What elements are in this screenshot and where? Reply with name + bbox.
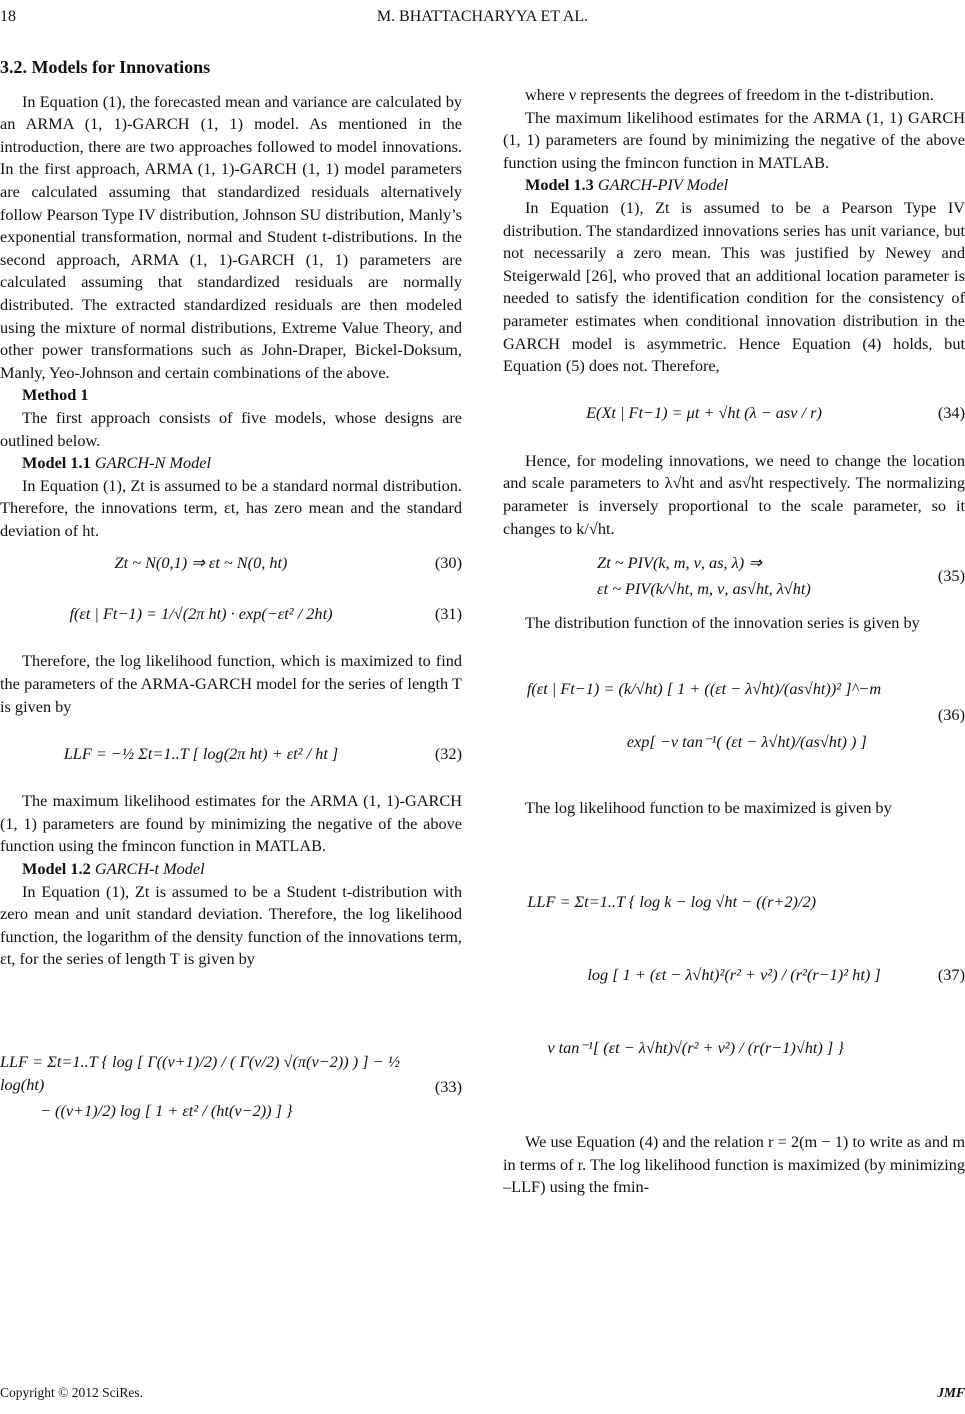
equation-line: εt ~ PIV(k/√ht, m, ν, as√ht, λ√ht) <box>597 579 811 599</box>
equation-31 <box>0 584 462 644</box>
paragraph: In Equation (1), Zt is assumed to be a standard normal distribution. Therefore, the innovations term, εt, has zero mean and the standard deviation of ht. <box>0 475 462 540</box>
paragraph: We use Equation (4) and the relation r = 2(m − 1) to write as and m in terms of r. The log likelihood function is maximized (by minimizing –LLF) using the fmin- <box>503 1132 965 1197</box>
equation-line: LLF = Σt=1..T { log [ Γ((ν+1)/2) / ( Γ(ν/2) √(π(ν−2)) ) ] − ½ log(ht) <box>0 1052 400 1094</box>
page-number: 18 <box>0 8 16 25</box>
equation-30 <box>0 548 462 578</box>
equation-body: E(Xt | Ft−1) = μt + √ht (λ − asν / r) <box>586 403 822 423</box>
equation-35 <box>503 546 965 606</box>
paragraph: The log likelihood function to be maximized is given by <box>525 797 892 817</box>
equation-number: (34) <box>937 403 965 423</box>
paragraph: Therefore, the log likelihood function, which is maximized to find the parameters of the ARMA-GARCH model for the series of length T is given by <box>0 651 462 716</box>
right-column <box>503 56 965 1199</box>
equation-number: (32) <box>434 743 462 763</box>
left-column <box>0 56 462 1203</box>
equation-line: f(εt | Ft−1) = (k/√ht) [ 1 + ((εt − λ√ht)/(as√ht))² ]^−m <box>526 679 882 699</box>
paragraph: The distribution function of the innovation series is given by <box>525 613 920 633</box>
paragraph: The maximum likelihood estimates for the ARMA (1, 1) GARCH (1, 1) parameters are found by minimizing the negative of the above function using the fmincon function in MATLAB. <box>503 107 965 172</box>
equation-body: Zt ~ N(0,1) ⇒ εt ~ N(0, ht) <box>114 553 288 573</box>
equation-number: (30) <box>434 553 462 573</box>
equation-line: LLF = Σt=1..T { log k − log √ht − ((r+2)/2) <box>527 892 817 912</box>
equation-36 <box>503 641 965 791</box>
equation-line: − ((ν+1)/2) log [ 1 + εt² / (ht(ν−2)) ] } <box>40 1101 293 1121</box>
equation-line: exp[ −ν tan⁻¹( (εt − λ√ht)/(as√ht) ) ] <box>626 731 867 751</box>
equation-number: (33) <box>434 1076 462 1096</box>
method-heading: Method 1 <box>22 385 89 405</box>
copyright: Copyright © 2012 SciRes. <box>0 1385 144 1400</box>
model-name: GARCH-N Model <box>94 453 212 473</box>
equation-number: (37) <box>937 964 965 984</box>
equation-number: (36) <box>937 705 965 725</box>
equation-34 <box>503 384 965 444</box>
equation-33 <box>0 977 462 1197</box>
equation-32 <box>0 724 462 784</box>
equation-body: f(εt | Ft−1) = 1/√(2π ht) · exp(−εt² / 2ht) <box>69 604 333 624</box>
equation-number: (31) <box>434 604 462 624</box>
equation-line: log [ 1 + (εt − λ√ht)²(r² + ν²) / (r²(r−1)² ht) ] <box>587 964 881 984</box>
equation-line: Zt ~ PIV(k, m, ν, as, λ) ⇒ <box>597 552 762 572</box>
equation-line: ν tan⁻¹[ (εt − λ√ht)√(r² + ν²) / (r(r−1)√ht) ] } <box>547 1037 844 1057</box>
paragraph: In Equation (1), the forecasted mean and variance are calculated by an ARMA (1, 1)-GARCH (1, 1) model. As mentioned in the introduction, there are two approaches followed to model innovations. In the first approach, ARMA (1, 1)-GARCH (1, 1) model parameters are calculated assuming that standardized residuals alternatively follow Pearson Type IV distribution, Johnson SU distribution, Manly’s exponential transformation, normal and Student t-distributions. In the second approach, ARMA (1, 1)-GARCH (1, 1) parameters are calculated assuming that standardized residuals are normally distributed. The extracted standardized residuals are then modeled using the mixture of normal distributions, Extreme Value Theory, and other power transformations such as John-Draper, Bickel-Doksum, Manly, Yeo-Johnson and certain combinations of the above. <box>0 91 462 382</box>
model-name: GARCH-t Model <box>94 859 205 879</box>
equation-body: LLF = −½ Σt=1..T [ log(2π ht) + εt² / ht ] <box>63 743 339 763</box>
model-name: GARCH-PIV Model <box>597 175 729 195</box>
section-heading: 3.2. Models for Innovations <box>0 57 211 77</box>
paragraph: The first approach consists of five models, whose designs are outlined below. <box>0 407 462 450</box>
paragraph: In Equation (1), Zt is assumed to be a Pearson Type IV distribution. The standardized innovations series has unit variance, but not necessarily a zero mean. This was justified by Newey and Steigerwald [26], who proved that an additional location parameter is needed to satisfy the identification condition for the consistency of parameter estimates when conditional innovation distribution in the GARCH model is asymmetric. Hence Equation (4) holds, but Equation (5) does not. Therefore, <box>503 197 965 376</box>
equation-number: (35) <box>937 565 965 585</box>
model-label: Model 1.2 <box>22 859 91 879</box>
journal-name: JMF <box>937 1385 965 1400</box>
paragraph: Hence, for modeling innovations, we need to change the location and scale parameters to λ√ht and as√ht respectively. The normalizing parameter is inversely proportional to the scale parameter, so it changes to k/√ht. <box>503 450 965 538</box>
paragraph: The maximum likelihood estimates for the ARMA (1, 1)-GARCH (1, 1) parameters are found by minimizing the negative of the above function using the fmincon function in MATLAB. <box>0 791 462 856</box>
running-title: M. BHATTACHARYYA ET AL. <box>376 8 589 25</box>
equation-37 <box>503 825 965 1125</box>
paragraph: where ν represents the degrees of freedom in the t-distribution. <box>525 85 934 104</box>
paragraph: In Equation (1), Zt is assumed to be a Student t-distribution with zero mean and unit standard deviation. Therefore, the log likelihood function, the logarithm of the density function of the innovations term, εt, for the series of length T is given by <box>0 881 462 969</box>
model-label: Model 1.1 <box>22 453 91 473</box>
model-label: Model 1.3 <box>525 175 594 195</box>
